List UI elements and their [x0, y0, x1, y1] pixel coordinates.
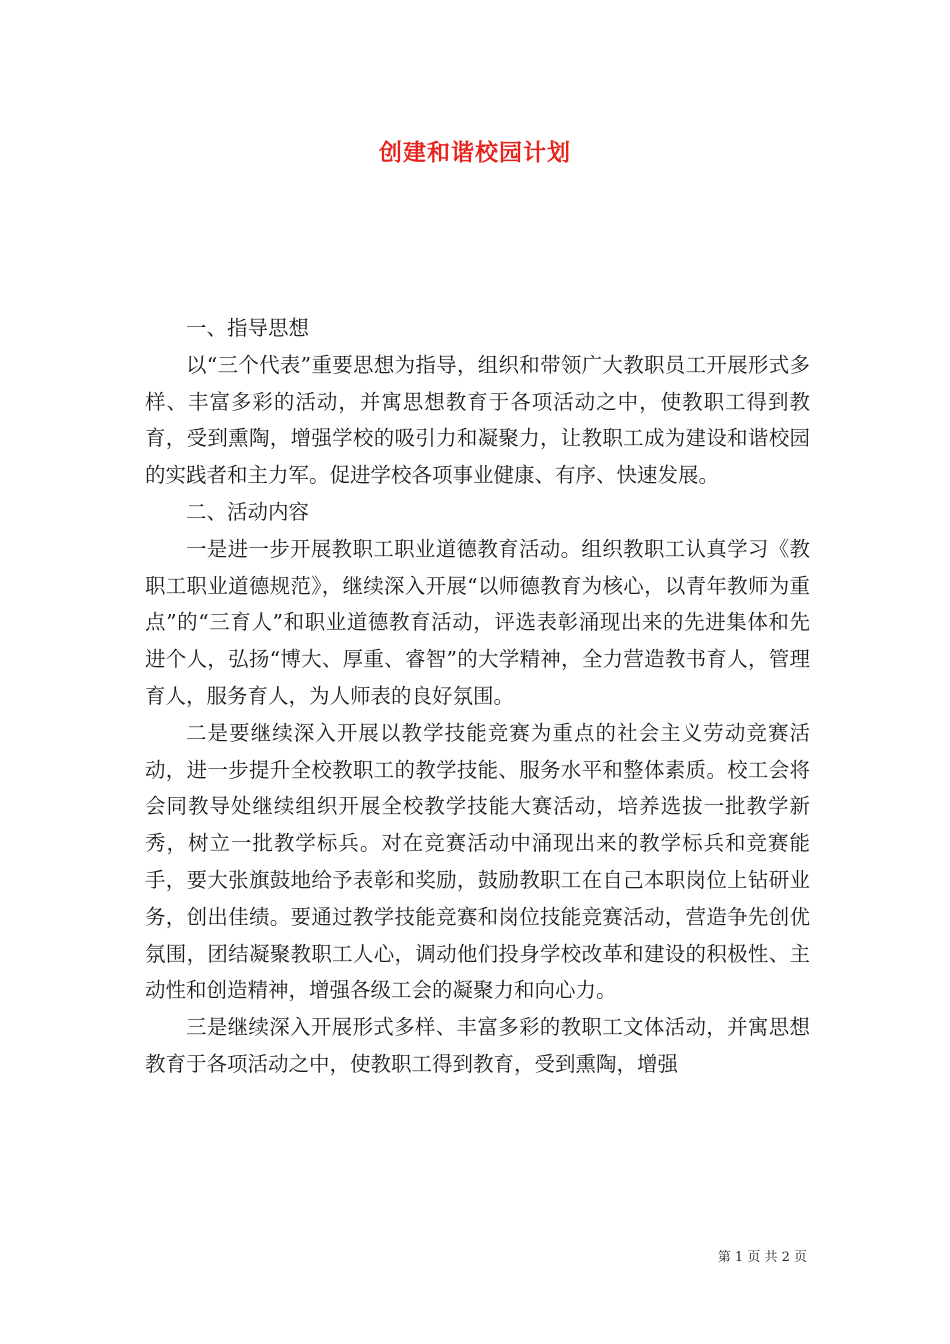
document-title: 创建和谐校园计划	[379, 139, 571, 166]
paragraph-activity-two: 二是要继续深入开展以教学技能竞赛为重点的社会主义劳动竞赛活动，进一步提升全校教职工的教学技能、服务水平和整体素质。校工会将会同教导处继续组织开展全校教学技能大赛活动，培养选拔一批教学新秀，树立一批教学标兵。对在竞赛活动中涌现出来的教学标兵和竞赛能手，要大张旗鼓地给予表彰和奖励，鼓励教职工在自己本职岗位上钻研业务，创出佳绩。要通过教学技能竞赛和岗位技能竞赛活动，营造争先创优氛围，团结凝聚教职工人心，调动他们投身学校改革和建设的积极性、主动性和创造精神，增强各级工会的凝聚力和向心力。	[145, 720, 810, 1003]
section-heading-activity-content: 二、活动内容	[186, 499, 309, 524]
paragraph-guiding-ideology: 以“三个代表”重要思想为指导，组织和带领广大教职员工开展形式多样、丰富多彩的活动，并寓思想教育于各项活动之中，使教职工得到教育，受到熏陶，增强学校的吸引力和凝聚力，让教职工成为建设和谐校园的实践者和主力军。促进学校各项事业健康、有序、快速发展。	[145, 352, 810, 488]
document-body	[145, 310, 810, 1083]
section-heading-guiding-ideology: 一、指导思想	[186, 316, 309, 340]
page-number-footer: 第 1 页 共 2 页	[717, 1250, 807, 1265]
paragraph-activity-three: 三是继续深入开展形式多样、丰富多彩的教职工文体活动，并寓思想教育于各项活动之中，使教职工得到教育，受到熏陶，增强	[145, 1015, 810, 1076]
paragraph-activity-one: 一是进一步开展教职工职业道德教育活动。组织教职工认真学习《教职工职业道德规范》，继续深入开展“以师德教育为核心，以青年教师为重点”的“三育人”和职业道德教育活动，评选表彰涌现出来的先进集体和先进个人，弘扬“博大、厚重、睿智”的大学精神，全力营造教书育人，管理育人，服务育人，为人师表的良好氛围。	[145, 536, 810, 708]
